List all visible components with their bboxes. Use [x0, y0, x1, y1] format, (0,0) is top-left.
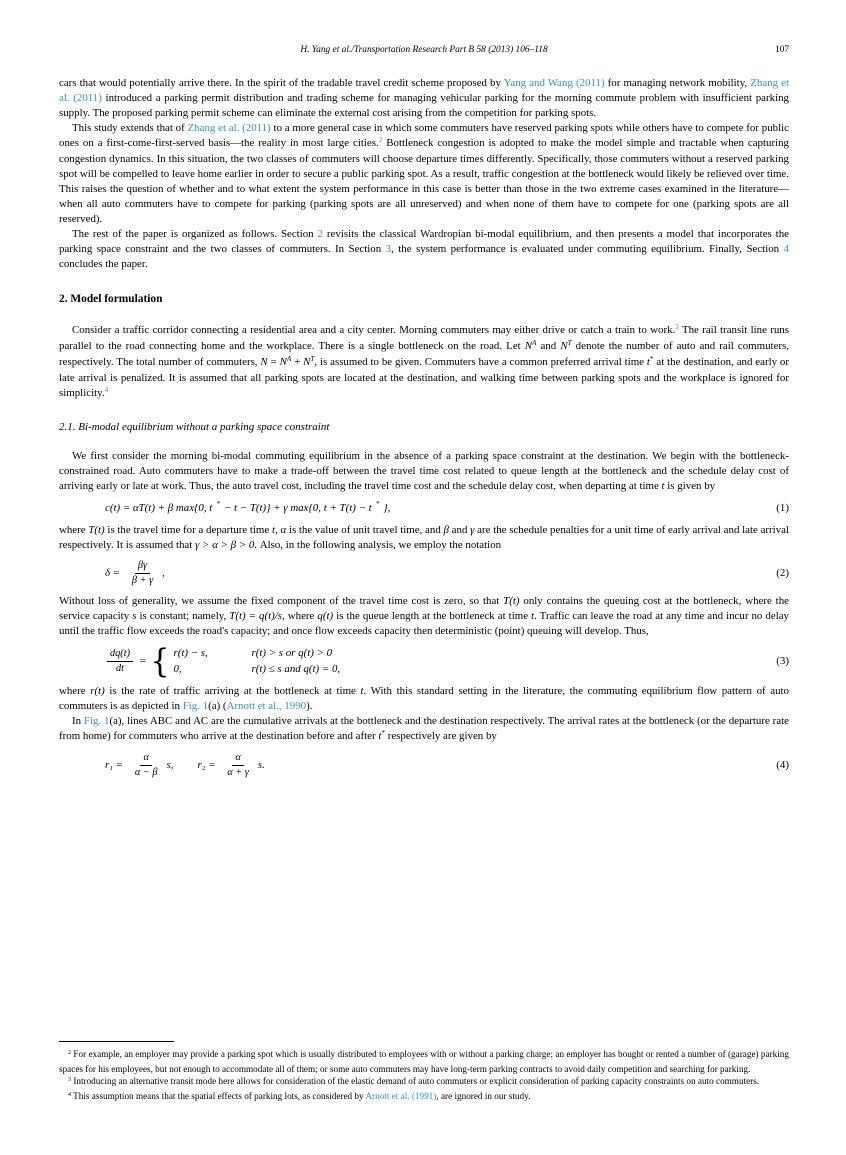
text-segment: is the value of unit travel time, and	[286, 524, 444, 536]
equation-4	[59, 752, 789, 779]
text-segment: t	[646, 356, 650, 368]
fraction: $\frac{\alpha}{\alpha + \gamma}$	[227, 752, 249, 778]
text-segment: respectively are given by	[384, 730, 497, 742]
equation-3-number: (3)	[776, 655, 789, 667]
text-segment: We first consider the morning bi-modal commuting equilibrium in the absence of a parking space constraint at the destination. We begin with the bottleneck-constrained road. Auto commuters have to make a trade-off between the travel time cost related to queue length at the bottleneck and the schedule delay cost of arriving early or late at work. Thus, the auto travel cost, including the travel time cost and the schedule delay cost, when departing at time	[59, 450, 789, 492]
text-segment: t	[271, 524, 276, 536]
footnotes-section	[59, 1041, 789, 1105]
footnote-ref-link[interactable]: 4	[104, 386, 109, 395]
text-segment: c(t) = αT(t) + β max{0, t	[105, 502, 213, 514]
case-row: 0, r(t) ≤ s and q(t) = 0,	[173, 663, 341, 675]
paragraph-3	[59, 227, 789, 272]
equation-3-cases	[173, 646, 340, 677]
text-segment: (a), lines ABC and AC are the cumulative arrivals at the bottleneck and the destination respectively. The arrival rates at the bottleneck (or the departure rate from home) for commuters who arrive at the destination before and after	[59, 715, 789, 742]
citation-link[interactable]: Arnott et al., 1990	[226, 700, 307, 712]
text-segment: +	[291, 356, 304, 368]
text-segment: *	[216, 500, 220, 509]
text-segment: γ > α > β > 0	[195, 539, 255, 551]
text-segment: r(t)	[90, 685, 105, 697]
text-segment: The rest of the paper is organized as follows. Section	[72, 228, 318, 240]
text-segment: α	[280, 524, 287, 536]
text-segment: are the schedule penalties for a unit time of early arrival and late arrival respectively. It is assumed that	[59, 524, 790, 551]
page-header	[59, 44, 789, 56]
paragraph-8	[59, 684, 789, 714]
text-segment: N	[260, 356, 268, 368]
text-segment: 2	[68, 1049, 72, 1056]
equation-4-tail2: s.	[257, 759, 265, 771]
cases-brace	[150, 645, 169, 678]
text-segment: T	[567, 339, 572, 348]
footnote-ref-link[interactable]: 3	[675, 323, 679, 332]
text-segment: N	[560, 340, 568, 352]
citation-link[interactable]: Zhang et al. (2011)	[187, 122, 271, 134]
text-segment: ,	[275, 524, 281, 536]
text-segment: Consider a traffic corridor connecting a residential area and a city center. Morning commuters may either drive or catch a train to work.	[72, 324, 676, 336]
text-segment: . Traffic can leave the road at any time and incur no delay until the traffic flow exceeds the road's capacity; and once flow exceeds capacity then deterministic (point) queuing will develop. Thus,	[59, 610, 789, 637]
text-segment: and	[536, 340, 561, 352]
paragraph-9	[59, 714, 789, 745]
citation-link[interactable]: Yang and Wang (2011)	[503, 77, 605, 89]
text-segment: Without loss of generality, we assume the fixed component of the travel time cost is zero, so that	[59, 595, 504, 607]
text-segment: is the travel time for a departure time	[104, 524, 272, 536]
text-segment: to a more general case in which some commuters have reserved parking spots while others have to compete for public ones on a first-come-first-served basis—the reality in most large cities.	[59, 122, 790, 149]
text-segment: *	[649, 355, 654, 364]
text-segment: This study extends that of	[72, 122, 188, 134]
text-segment: is given by	[664, 480, 716, 492]
footnote-3	[59, 1075, 789, 1090]
text-segment: where	[59, 524, 89, 536]
text-segment: denote the number of auto and rail commuters, respectively. The total number of commuters,	[59, 340, 789, 368]
case-row: r(t) − s, r(t) > s or q(t) > 0	[173, 647, 333, 659]
text-segment: , where	[282, 610, 318, 622]
text-segment: . With this standard setting in the literature, the commuting equilibrium flow pattern of auto commuters is as depicted in	[59, 685, 789, 712]
equation-2-lhs: δ =	[105, 567, 123, 579]
text-segment: t	[378, 730, 382, 742]
text-segment: , the system performance is evaluated under commuting equilibrium. Finally, Section	[391, 243, 784, 255]
citation-link[interactable]: 3	[385, 243, 392, 255]
text-segment: , are ignored in our study.	[436, 1091, 531, 1102]
text-segment: },	[383, 502, 391, 514]
text-segment: (a) (	[208, 700, 227, 712]
citation-link[interactable]: 4	[783, 243, 789, 255]
equation-4-lhs1: r₁ =	[105, 759, 126, 771]
text-segment: T(t)	[503, 595, 520, 607]
text-segment: for managing network mobility,	[604, 77, 751, 89]
text-segment: This assumption means that the spatial effects of parking lots, as considered by	[71, 1091, 366, 1102]
page-number: 107	[774, 45, 789, 55]
text-segment: t	[531, 610, 535, 622]
text-segment: The rail transit line runs parallel to the road connecting home and the workplace. There is a single bottleneck on the road. Let	[59, 324, 789, 352]
citation-link[interactable]: Fig. 1	[83, 715, 110, 727]
text-segment: N	[303, 356, 311, 368]
citation-link[interactable]: Zhang et al. (2011)	[59, 77, 789, 104]
equation-4-number: (4)	[776, 759, 789, 771]
citation-link[interactable]: 2	[317, 228, 323, 240]
fraction: $\frac{dq(t)}{dt}$	[107, 648, 133, 675]
equation-3-body	[105, 646, 340, 677]
equation-4-body	[105, 752, 265, 779]
text-segment: cars that would potentially arrive there. In the spirit of the tradable travel credit scheme proposed by	[59, 77, 504, 89]
text-segment: where	[59, 685, 91, 697]
text-segment: 3	[68, 1077, 72, 1084]
equation-2-tail: ,	[162, 567, 165, 579]
equation-4-lhs2: r₂ =	[197, 759, 219, 771]
text-segment: , is assumed to be given. Commuters have a common preferred arrival time	[314, 356, 647, 368]
paragraph-4	[59, 323, 789, 402]
text-segment: T	[310, 355, 315, 364]
citation-link[interactable]: Fig. 1	[182, 700, 209, 712]
text-segment: =	[267, 356, 280, 368]
footnote-2	[59, 1048, 789, 1076]
text-segment: For example, an employer may provide a parking spot which is usually distributed to employees with or without a parking charge; an employer has bought or rented a number of (garage) parking spaces for his employees, but not enough to accommodate all of them; or some auto commuters may have long-term parking contracts to avoid daily competition and searching for parking.	[59, 1048, 789, 1074]
equation-3	[59, 646, 789, 677]
footnote-4	[59, 1090, 789, 1105]
text-segment: t	[661, 480, 665, 492]
equation-1	[59, 501, 789, 516]
text-segment: A	[532, 339, 537, 348]
text-segment: N	[279, 356, 287, 368]
text-segment: γ	[470, 524, 475, 536]
footnote-ref-link[interactable]: 2	[378, 136, 383, 145]
page-content	[59, 44, 789, 786]
text-segment: is the rate of traffic arriving at the bottleneck at time	[104, 685, 361, 697]
text-segment: N	[524, 340, 533, 352]
equation-4-tail1: s,	[166, 759, 174, 771]
text-segment: introduced a parking permit distribution and trading scheme for managing vehicular parking for the morning commute problem with insufficient parking supply. The proposed parking permit scheme can eliminate the external cost arising from the competition for parking spots.	[59, 92, 789, 119]
equation-2-body	[105, 560, 165, 587]
text-segment: t	[360, 685, 364, 697]
paragraph-1	[59, 76, 789, 121]
text-segment: 4	[68, 1092, 72, 1099]
text-segment: is the queue length at the bottleneck at time	[333, 610, 532, 622]
text-segment: A	[286, 355, 292, 364]
text-segment: Bottleneck congestion is adopted to make the model simple and tractable when capturing congestion dynamics. In this situation, the two classes of commuters will choose departure times differently. Specifically, those commuters without a reserved parking spot will be compelled to leave home earlier in order to secure a public parking spot. As a result, traffic congestion at the bottleneck would likely be relieved over time. This raises the question of whether and to what extent the system performance in this case is better than those in the two extreme cases examined in the literature—when all auto commuters have to compete for parking (parking spots are all unreserved) and when none of them have to compete for one (parking spots are all reserved).	[59, 137, 789, 225]
text-segment: ).	[306, 700, 313, 712]
paragraph-5	[59, 449, 789, 494]
text-segment: and	[448, 524, 471, 536]
text-segment: Introducing an alternative transit mode here allows for consideration of the elastic demand of auto commuters or explicit consideration of parking capacity constraints on auto commuters.	[71, 1076, 760, 1087]
text-segment: only contains the queuing cost at the bottleneck, where the service capacity	[59, 595, 789, 622]
text-segment: T(t) = q(t)/s	[229, 610, 283, 622]
fraction: $\frac{\alpha}{\alpha - \beta}$	[134, 752, 158, 778]
text-segment: at the destination, and early or late arrival is penalized. It is assumed that all parking spots are located at the destination, and walking time between parking spots and the workplace is ignored for simplicity.	[59, 356, 790, 399]
running-head: H. Yang et al./Transportation Research Part B 58 (2013) 106–118	[300, 45, 548, 55]
paragraph-7	[59, 594, 789, 639]
text-segment: revisits the classical Wardropian bi-modal equilibrium, and then presents a model that incorporates the parking space constraint and the two classes of commuters. In Section	[59, 228, 789, 255]
citation-link[interactable]: Arnott et al. (1991)	[365, 1091, 437, 1102]
text-segment: is constant; namely,	[136, 610, 230, 622]
paragraph-6	[59, 523, 789, 553]
text-segment: . Also, in the following analysis, we employ the notation	[254, 539, 502, 551]
text-segment: β	[443, 524, 449, 536]
equation-2	[59, 560, 789, 587]
equals-sign: =	[139, 655, 147, 667]
equation-1-number: (1)	[776, 502, 789, 514]
text-segment: q(t)	[317, 610, 334, 622]
section-heading-2: 2. Model formulation	[59, 293, 163, 305]
fraction: $\frac{\beta\gamma}{\beta + \gamma}$	[131, 560, 154, 586]
paragraph-2	[59, 121, 789, 227]
text-segment: *	[375, 500, 380, 509]
footnote-divider	[59, 1041, 174, 1042]
equation-1-body	[105, 501, 390, 516]
text-segment: s	[132, 610, 137, 622]
text-segment: *	[381, 729, 385, 738]
text-segment: concludes the paper.	[59, 258, 148, 270]
text-segment: In	[72, 715, 84, 727]
equation-2-number: (2)	[776, 567, 789, 579]
subsection-heading-2-1: 2.1. Bi-modal equilibrium without a parking space constraint	[59, 421, 330, 433]
text-segment: T(t)	[88, 524, 105, 536]
text-segment: − t − T(t)} + γ max{0, t + T(t) − t	[223, 502, 372, 514]
